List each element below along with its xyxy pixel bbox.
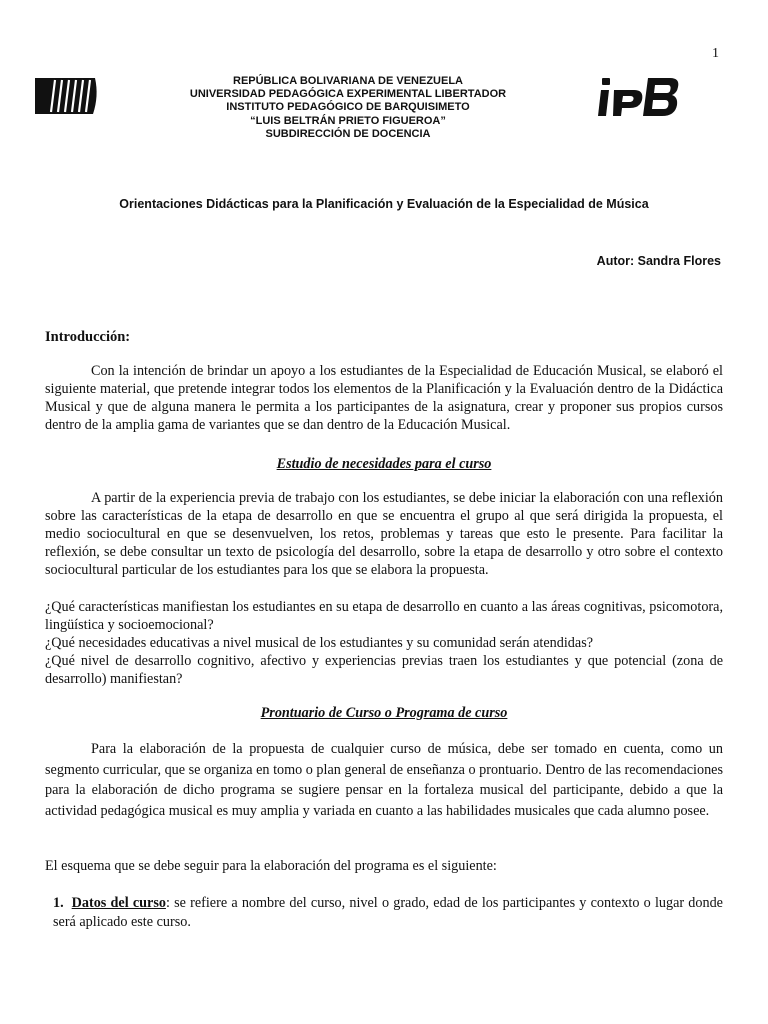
program-paragraph xyxy=(45,739,723,821)
question-item: ¿Qué características manifiestan los estudiantes en su etapa de desarrollo en cuanto a las áreas cognitivas, psicomotora, lingüística y socioemocional? xyxy=(45,599,723,633)
author-line: Autor: Sandra Flores xyxy=(596,254,721,268)
list-item xyxy=(53,894,723,932)
page-number: 1 xyxy=(712,46,719,61)
intro-paragraph xyxy=(45,362,723,434)
scheme-intro: El esquema que se debe seguir para la elaboración del programa es el siguiente: xyxy=(45,858,497,874)
section-title-needs: Estudio de necesidades para el curso xyxy=(276,456,492,472)
questions-block xyxy=(45,598,723,688)
question-item: ¿Qué necesidades educativas a nivel musical de los estudiantes y su comunidad serán atendidas? xyxy=(45,635,594,651)
upel-logo-icon xyxy=(33,76,99,116)
program-text: Para la elaboración de la propuesta de cualquier curso de música, debe ser tomado en cuenta, como un segmento curricular, que se organiza en tomo o plan general de enseñanza o prontuario. Dentro de las recomendaciones para la elaboración de dicho programa se sugiere pensar en la fortaleza musical del participante, debido a que la actividad pedagógica musical es muy amplia y variada en cuanto a las habilidades musicales que cada alumno posee. xyxy=(45,741,723,819)
header-line: “LUIS BELTRÁN PRIETO FIGUEROA” xyxy=(250,114,446,127)
ipb-logo xyxy=(598,76,680,118)
header-line: UNIVERSIDAD PEDAGÓGICA EXPERIMENTAL LIBERTADOR xyxy=(189,88,507,101)
document-title: Orientaciones Didácticas para la Planificación y Evaluación de la Especialidad de Música xyxy=(119,197,649,211)
intro-text: Con la intención de brindar un apoyo a los estudiantes de la Especialidad de Educación Musical, se elaboró el siguiente material, que pretende integrar todos los elementos de la Planificación y la Evaluación dentro de la Didáctica Musical y que de alguna manera le permita a los participantes de la asignatura, crear y proponer sus propios cursos dentro de la amplia gama de variantes que se dan dentro de la Educación Musical. xyxy=(45,363,723,433)
header-line: REPÚBLICA BOLIVARIANA DE VENEZUELA xyxy=(233,75,463,87)
intro-heading: Introducción: xyxy=(45,329,131,345)
section-title-program: Prontuario de Curso o Programa de curso xyxy=(260,705,508,721)
needs-text: A partir de la experiencia previa de trabajo con los estudiantes, se debe iniciar la elaboración con una reflexión sobre las características de la etapa de desarrollo en que se encuentra el grupo al que será dirigida la propuesta, el medio sociocultural en que se desenvuelven, los retos, problemas y tareas que esto le presente. Para facilitar la reflexión, se debe consultar un texto de psicología del desarrollo, sobre la etapa de desarrollo y otro sobre el contexto sociocultural particular de los estudiantes para los que se elabora la propuesta. xyxy=(45,490,723,578)
question-item: ¿Qué nivel de desarrollo cognitivo, afectivo y experiencias previas traen los estudiantes y que potencial (zona de desarrollo) manifiestan? xyxy=(45,653,723,687)
needs-paragraph xyxy=(45,489,723,579)
list-number: 1. xyxy=(53,895,64,911)
header-line: INSTITUTO PEDAGÓGICO DE BARQUISIMETO xyxy=(226,101,470,114)
institution-header xyxy=(148,75,548,141)
header-line: SUBDIRECCIÓN DE DOCENCIA xyxy=(265,127,431,140)
list-term: Datos del curso xyxy=(71,895,166,911)
list-text: : se refiere a nombre del curso, nivel o grado, edad de los participantes y contexto o lugar donde será aplicado este curso. xyxy=(53,895,723,930)
